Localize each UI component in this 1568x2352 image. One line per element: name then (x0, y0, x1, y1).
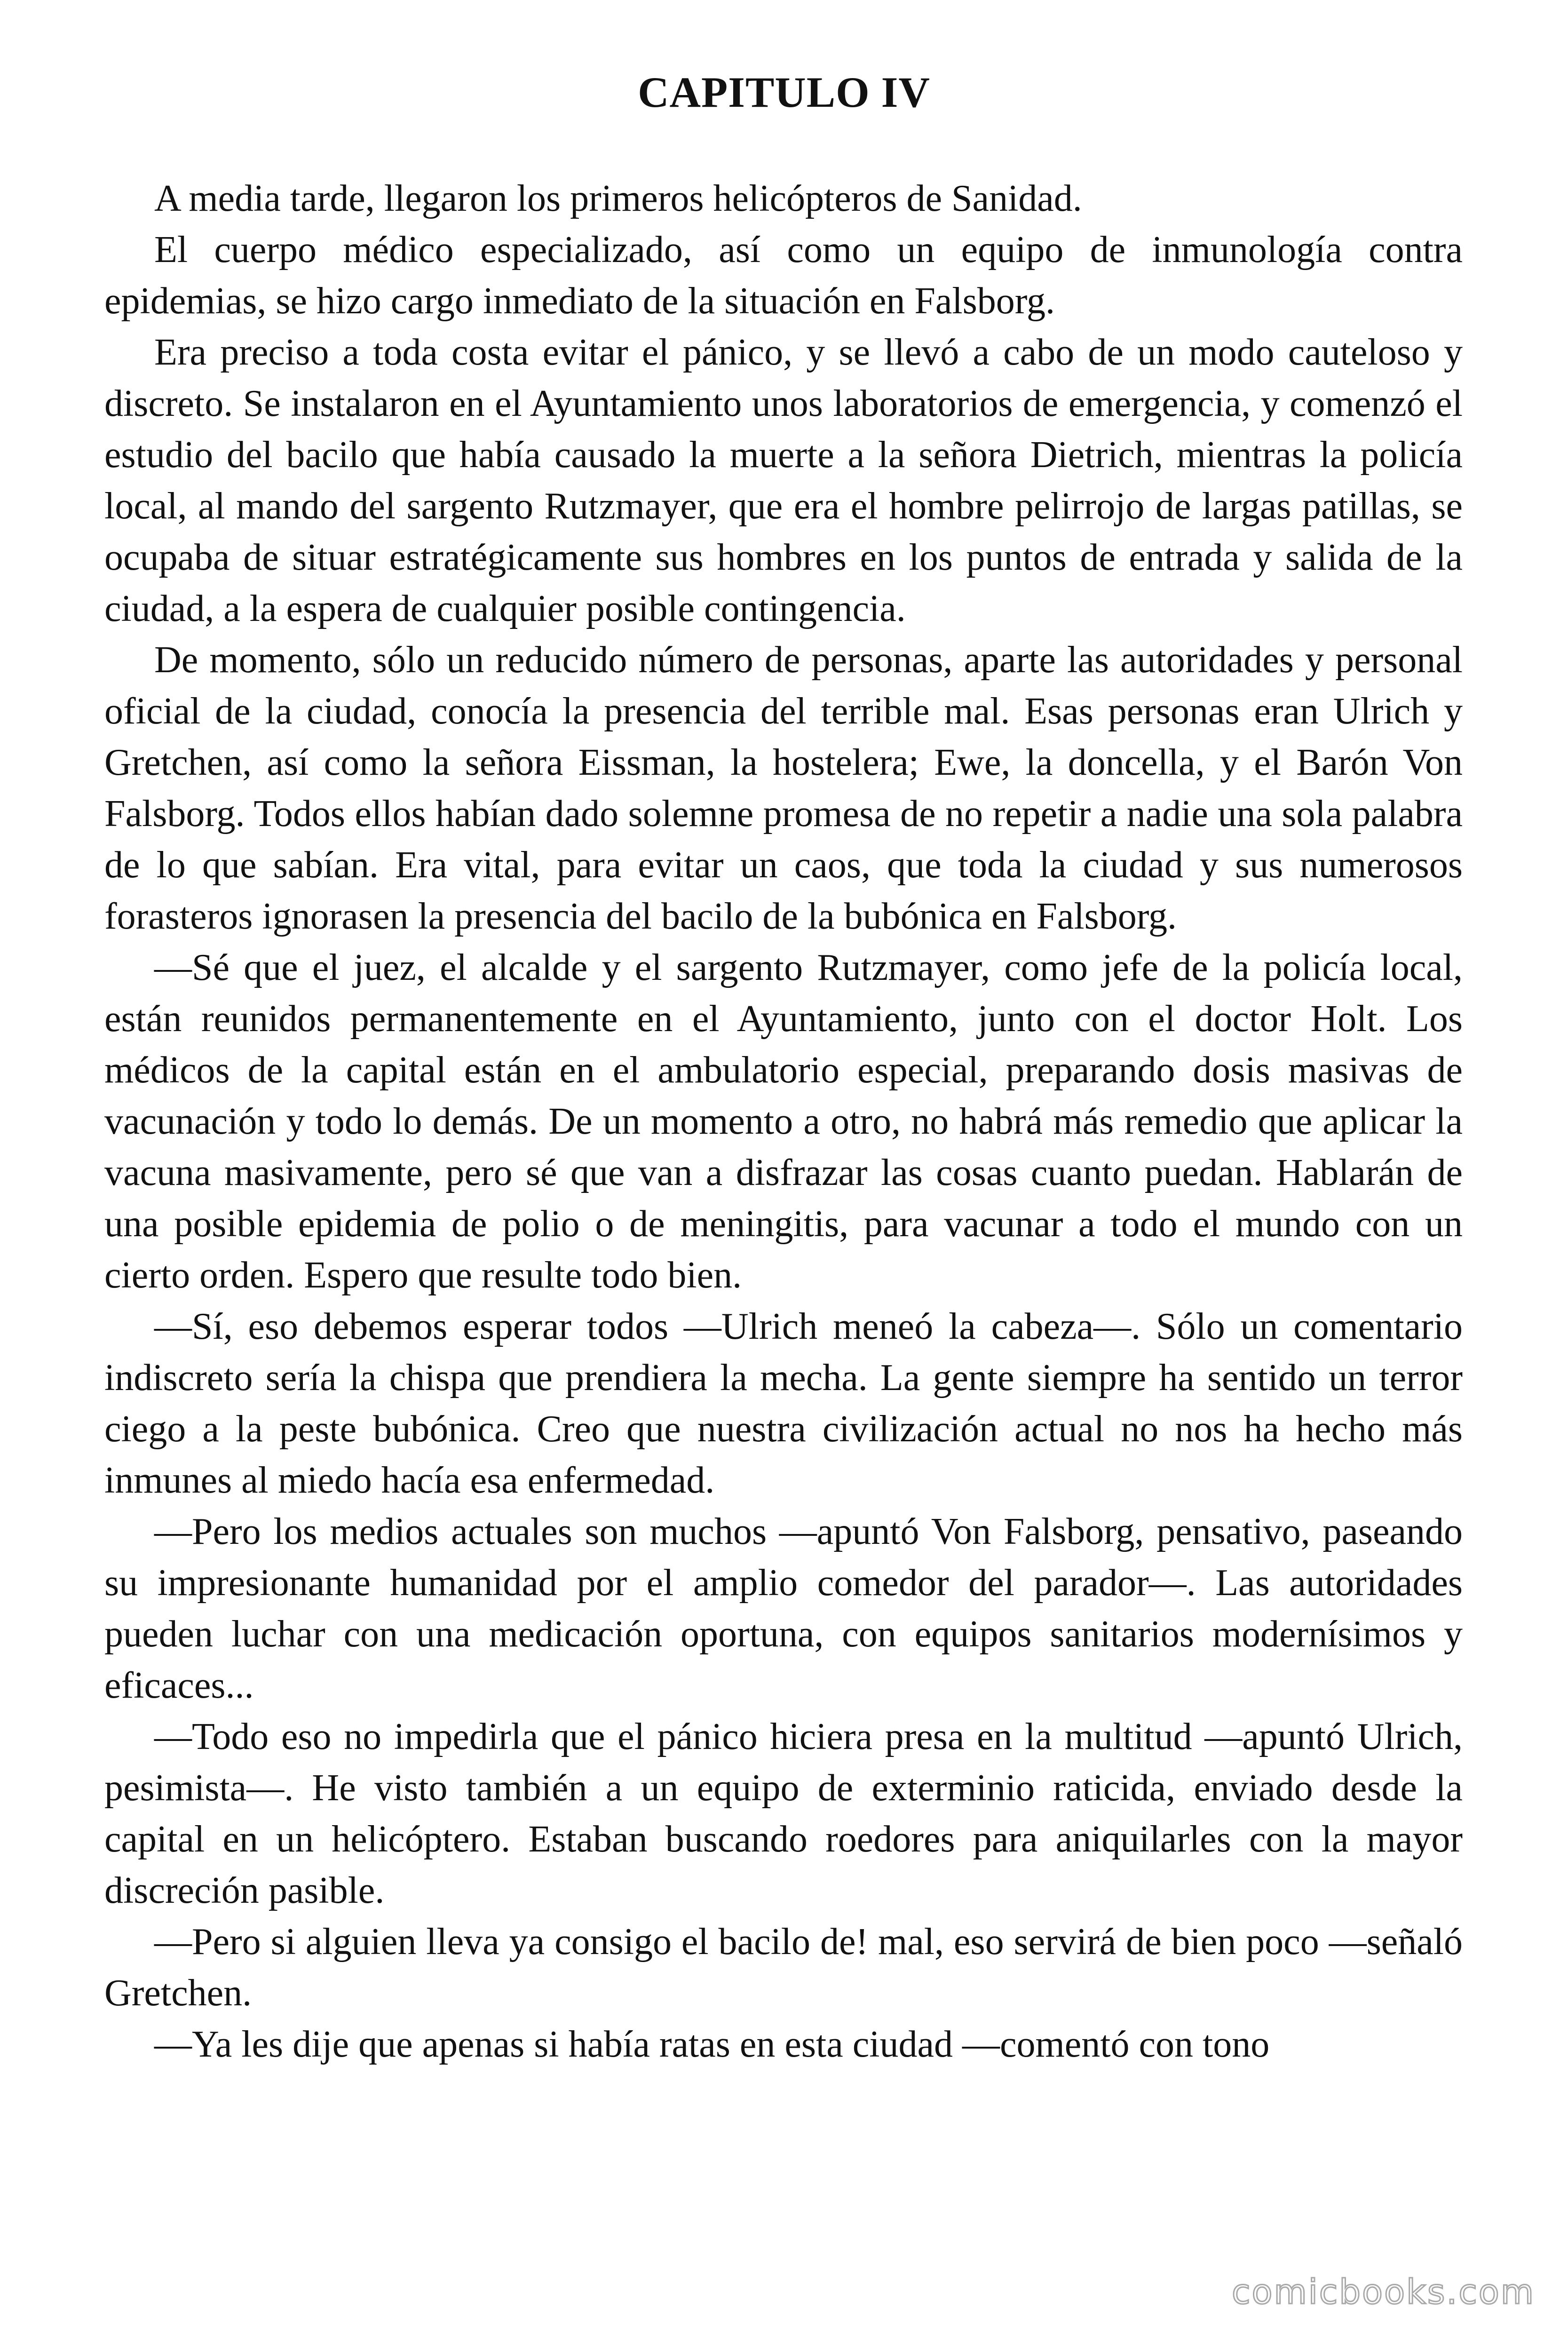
chapter-title: CAPITULO IV (638, 68, 930, 116)
paragraph: —Sí, eso debemos esperar todos —Ulrich meneó la cabeza—. Sólo un comentario indiscreto sería la chispa que prendiera la mecha. La gente siempre ha sentido un terror ciego a la peste bubónica. Creo que nuestra civilización actual no nos ha hecho más inmunes al miedo hacía esa enfermedad. (104, 1306, 1463, 1501)
paragraph: —Ya les dije que apenas si había ratas en esta ciudad —comentó con tono (154, 2024, 1270, 2065)
paragraph: —Pero los medios actuales son muchos —apuntó Von Falsborg, pensativo, paseando su impresionante humanidad por el amplio comedor del parador—. Las autoridades pueden luchar con una medicación oportuna, con equipos sanitarios modernísimos y eficaces... (104, 1511, 1463, 1706)
paragraph: A media tarde, llegaron los primeros helicópteros de Sanidad. (154, 178, 1082, 219)
watermark-logo: comicbooks.com (1231, 2272, 1535, 2312)
paragraph: El cuerpo médico especializado, así como un equipo de inmunología contra epidemias, se hizo cargo inmediato de la situación en Falsborg. (104, 229, 1463, 322)
chapter-body (104, 173, 1463, 2070)
paragraph: De momento, sólo un reducido número de personas, aparte las autoridades y personal oficial de la ciudad, conocía la presencia del terrible mal. Esas personas eran Ulrich y Gretchen, así como la señora Eissman, la hostelera; Ewe, la doncella, y el Barón Von Falsborg. Todos ellos habían dado solemne promesa de no repetir a nadie una sola palabra de lo que sabían. Era vital, para evitar un caos, que toda la ciudad y sus numerosos forasteros ignorasen la presencia del bacilo de la bubónica en Falsborg. (104, 639, 1463, 937)
paragraph: Era preciso a toda costa evitar el pánico, y se llevó a cabo de un modo cauteloso y discreto. Se instalaron en el Ayuntamiento unos laboratorios de emergencia, y comenzó el estudio del bacilo que había causado la muerte a la señora Dietrich, mientras la policía local, al mando del sargento Rutzmayer, que era el hombre pelirrojo de largas patillas, se ocupaba de situar estratégicamente sus hombres en los puntos de entrada y salida de la ciudad, a la espera de cualquier posible contingencia. (104, 332, 1463, 629)
paragraph: —Pero si alguien lleva ya consigo el bacilo de! mal, eso servirá de bien poco —señaló Gretchen. (104, 1921, 1463, 2014)
paragraph: —Todo eso no impedirla que el pánico hiciera presa en la multitud —apuntó Ulrich, pesimista—. He visto también a un equipo de exterminio raticida, enviado desde la capital en un helicóptero. Estaban buscando roedores para aniquilarles con la mayor discreción pasible. (104, 1716, 1463, 1911)
paragraph: —Sé que el juez, el alcalde y el sargento Rutzmayer, como jefe de la policía local, están reunidos permanentemente en el Ayuntamiento, junto con el doctor Holt. Los médicos de la capital están en el ambulatorio especial, preparando dosis masivas de vacunación y todo lo demás. De un momento a otro, no habrá más remedio que aplicar la vacuna masivamente, pero sé que van a disfrazar las cosas cuanto puedan. Hablarán de una posible epidemia de polio o de meningitis, para vacunar a todo el mundo con un cierto orden. Espero que resulte todo bien. (104, 947, 1463, 1296)
